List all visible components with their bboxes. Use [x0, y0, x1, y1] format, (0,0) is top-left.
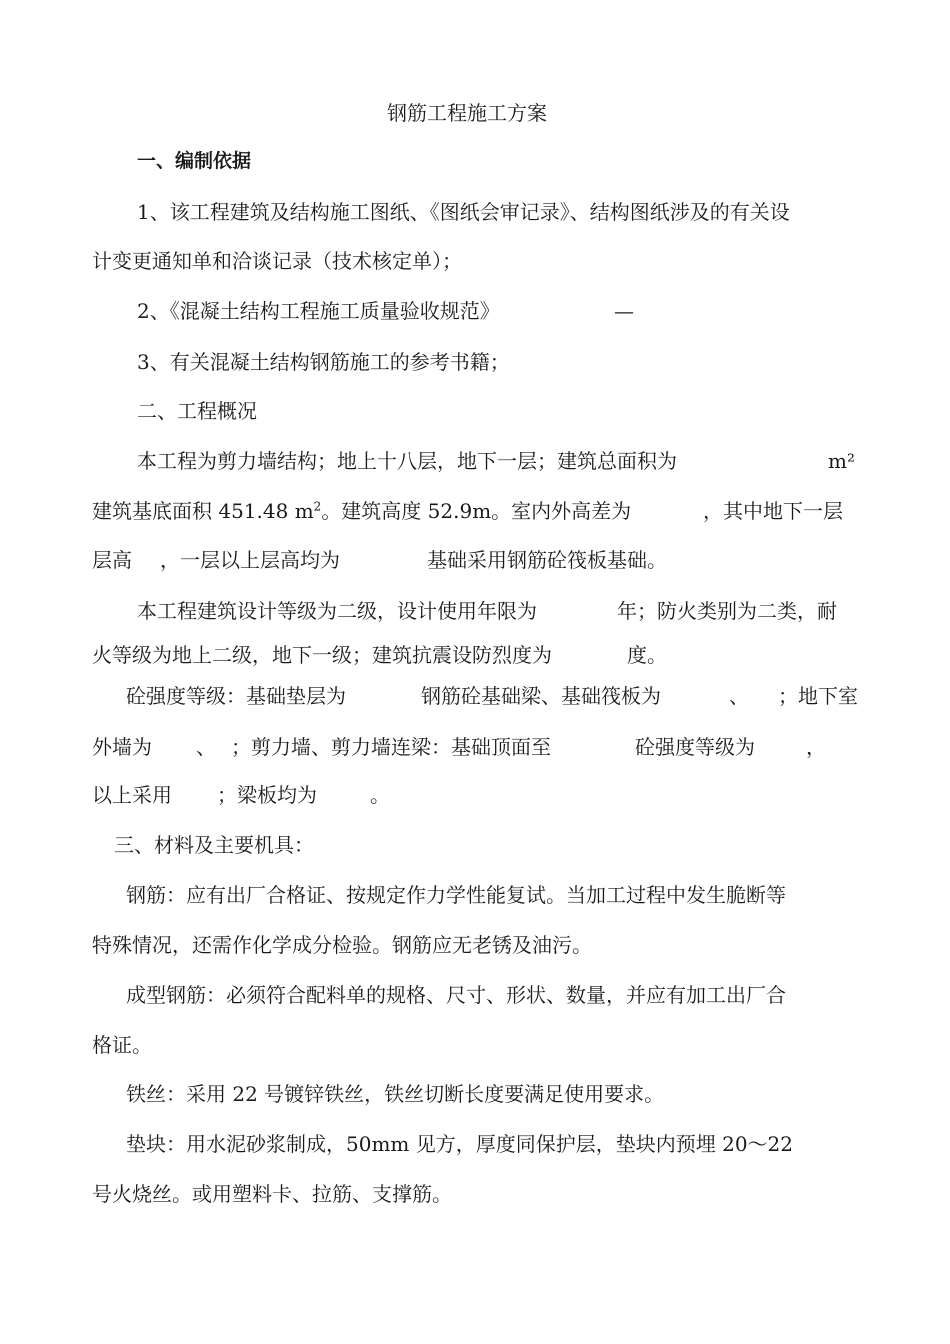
overview-p2-line-2b: 度。: [627, 643, 667, 667]
overview-p2-line-1b: 年；防火类别为二类，耐: [617, 599, 837, 623]
overview-p2-line-1a: 本工程建筑设计等级为二级，设计使用年限为: [137, 599, 537, 623]
overview-p1-line-3b: ，一层以上层高均为: [160, 548, 340, 572]
materials-spacer-line-2: 号火烧丝。或用塑料卡、拉筋、支撑筋。: [92, 1182, 452, 1206]
materials-wire: 铁丝：采用 22 号镀锌铁丝，铁丝切断长度要满足使用要求。: [126, 1082, 665, 1106]
section-heading-basis: 一、编制依据: [137, 150, 252, 172]
overview-p2-line-2a: 火等级为地上二级，地下一级；建筑抗震设防烈度为: [92, 643, 552, 667]
overview-p3-line-3c: 。: [370, 783, 390, 807]
section-heading-materials: 三、材料及主要机具：: [114, 833, 314, 857]
materials-spacer-line-1: 垫块：用水泥砂浆制成，50mm 见方，厚度同保护层，垫块内预埋 20～22: [126, 1132, 793, 1156]
overview-p3-line-3a: 以上采用: [92, 783, 172, 807]
overview-p3-line-2c: ；剪力墙、剪力墙连梁：基础顶面至: [231, 735, 551, 759]
basis-item-2-dash: —: [614, 299, 634, 323]
overview-p1-line-3a: 层高: [92, 548, 132, 572]
basis-item-1-line-1: 1、该工程建筑及结构施工图纸、《图纸会审记录》、结构图纸涉及的有关设: [137, 200, 790, 224]
basis-item-2: 2、《混凝土结构工程施工质量验收规范》: [137, 299, 500, 323]
overview-p1-area-unit: m²: [828, 449, 855, 473]
basis-item-1-line-2: 计变更通知单和洽谈记录（技术核定单）；: [92, 249, 462, 273]
materials-formed-rebar-line-1: 成型钢筋：必须符合配料单的规格、尺寸、形状、数量，并应有加工出厂合: [126, 983, 786, 1007]
basis-item-3: 3、有关混凝土结构钢筋施工的参考书籍；: [137, 350, 510, 374]
overview-p3-line-3b: ；梁板均为: [217, 783, 317, 807]
overview-p3-line-1a: 砼强度等级：基础垫层为: [126, 684, 346, 708]
overview-p3-line-1b: 钢筋砼基础梁、基础筏板为: [421, 684, 661, 708]
section-heading-overview: 二、工程概况: [137, 399, 257, 423]
overview-p3-line-2b: 、: [196, 735, 216, 759]
overview-p3-line-1c: 、: [729, 684, 749, 708]
overview-p1-line-2b: ，其中地下一层: [703, 499, 843, 523]
document-title: 钢筋工程施工方案: [387, 101, 547, 125]
overview-p1-line-2a: 建筑基底面积 451.48 $m^2$。建筑高度 52.9m。室内外高差为: [92, 499, 632, 523]
materials-rebar-line-1: 钢筋：应有出厂合格证、按规定作力学性能复试。当加工过程中发生脆断等: [126, 883, 786, 907]
overview-p3-line-1d: ；地下室: [778, 684, 858, 708]
materials-rebar-line-2: 特殊情况，还需作化学成分检验。钢筋应无老锈及油污。: [92, 933, 592, 957]
overview-p1-line-1: 本工程为剪力墙结构；地上十八层，地下一层；建筑总面积为: [137, 449, 677, 473]
overview-p1-line-3c: 基础采用钢筋砼筏板基础。: [427, 548, 667, 572]
overview-p3-line-2a: 外墙为: [92, 735, 152, 759]
overview-p3-line-2d: 砼强度等级为: [635, 735, 755, 759]
materials-formed-rebar-line-2: 格证。: [92, 1033, 152, 1057]
overview-p3-line-2e: ，: [806, 735, 826, 759]
